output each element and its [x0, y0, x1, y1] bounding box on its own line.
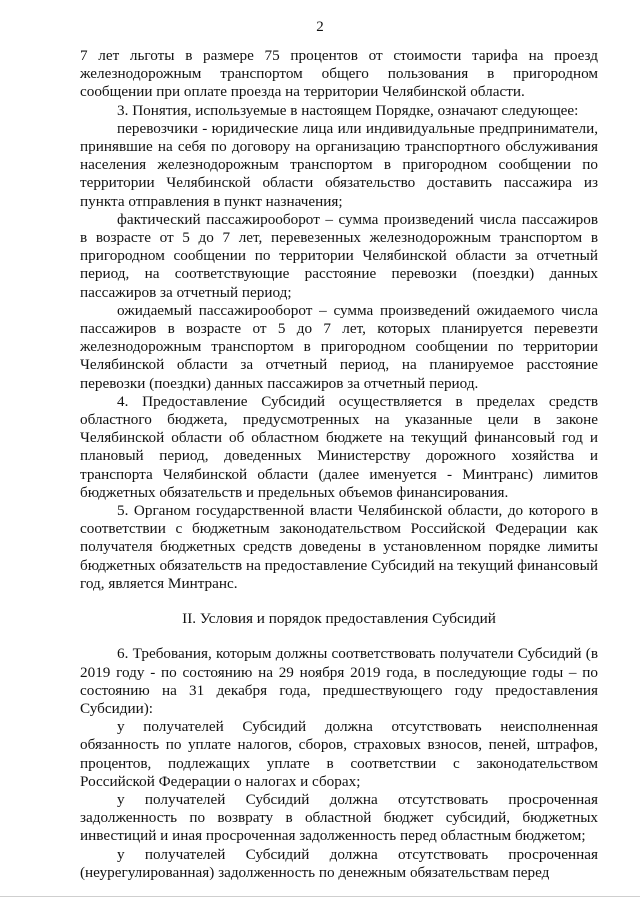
paragraph: 6. Требования, которым должны соответствовать получатели Субсидий (в 2019 году - по состоянию на 29 ноября 2019 года, в последующие годы – по состоянию на 31 декабря года, предшествующего году предоставления Субсидии):: [80, 645, 598, 717]
page-number: 2: [316, 19, 324, 35]
paragraph: у получателей Субсидий должна отсутствовать просроченная (неурегулированная) задолженность по денежным обязательствам перед: [80, 845, 598, 881]
page-bottom-divider: [0, 896, 640, 897]
paragraph: фактический пассажирооборот – сумма произведений числа пассажиров в возрасте от 5 до 7 лет, перевезенных железнодорожным транспортом в пригородном сообщении по территории Челябинской области за отчетный период, на соответствующие расстояние перевозки (поездки) данных пассажиров за отчетный период;: [80, 210, 598, 301]
paragraph: ожидаемый пассажирооборот – сумма произведений ожидаемого числа пассажиров в возрасте от 5 до 7 лет, которых планируется перевезти железнодорожным транспортом в пригородном сообщении по территории Челябинской области за отчетный период, на планируемое расстояние перевозки (поездки) данных пассажиров за отчетный период.: [80, 301, 598, 392]
paragraph: у получателей Субсидий должна отсутствовать просроченная задолженность по возврату в областной бюджет субсидий, бюджетных инвестиций и иная просроченная задолженность перед областным бюджетом;: [80, 790, 598, 845]
section-heading: II. Условия и порядок предоставления Субсидий: [182, 610, 496, 628]
paragraph: у получателей Субсидий должна отсутствовать неисполненная обязанность по уплате налогов, сборов, страховых взносов, пеней, штрафов, процентов, подлежащих уплате в соответствии с законодательством Российской Федерации о налогах и сборах;: [80, 718, 598, 790]
paragraph: 3. Понятия, используемые в настоящем Порядке, означают следующее:: [117, 101, 579, 119]
paragraph: перевозчики - юридические лица или индивидуальные предприниматели, принявшие на себя по договору на организацию транспортного обслуживания населения железнодорожным транспортом в пригородном сообщении по территории Челябинской области обязательство доставить пассажира из пункта отправления в пункт назначения;: [80, 119, 598, 210]
document-body: [80, 47, 598, 882]
paragraph: 7 лет льготы в размере 75 процентов от стоимости тарифа на проезд железнодорожным транспортом общего пользования в пригородном сообщении при оплате проезда на территории Челябинской области.: [80, 47, 598, 101]
paragraph: 5. Органом государственной власти Челябинской области, до которого в соответствии с бюджетным законодательством Российской Федерации как получателя бюджетных средств доведены в установленном порядке лимиты бюджетных обязательств на предоставление Субсидий на текущий финансовый год, является Минтранс.: [80, 502, 598, 592]
paragraph: 4. Предоставление Субсидий осуществляется в пределах средств областного бюджета, предусмотренных на указанные цели в законе Челябинской области об областном бюджете на текущий финансовый год и плановый период, доведенных Министерству дорожного хозяйства и транспорта Челябинской области (далее именуется - Минтранс) лимитов бюджетных обязательств и предельных объемов финансирования.: [80, 392, 598, 501]
